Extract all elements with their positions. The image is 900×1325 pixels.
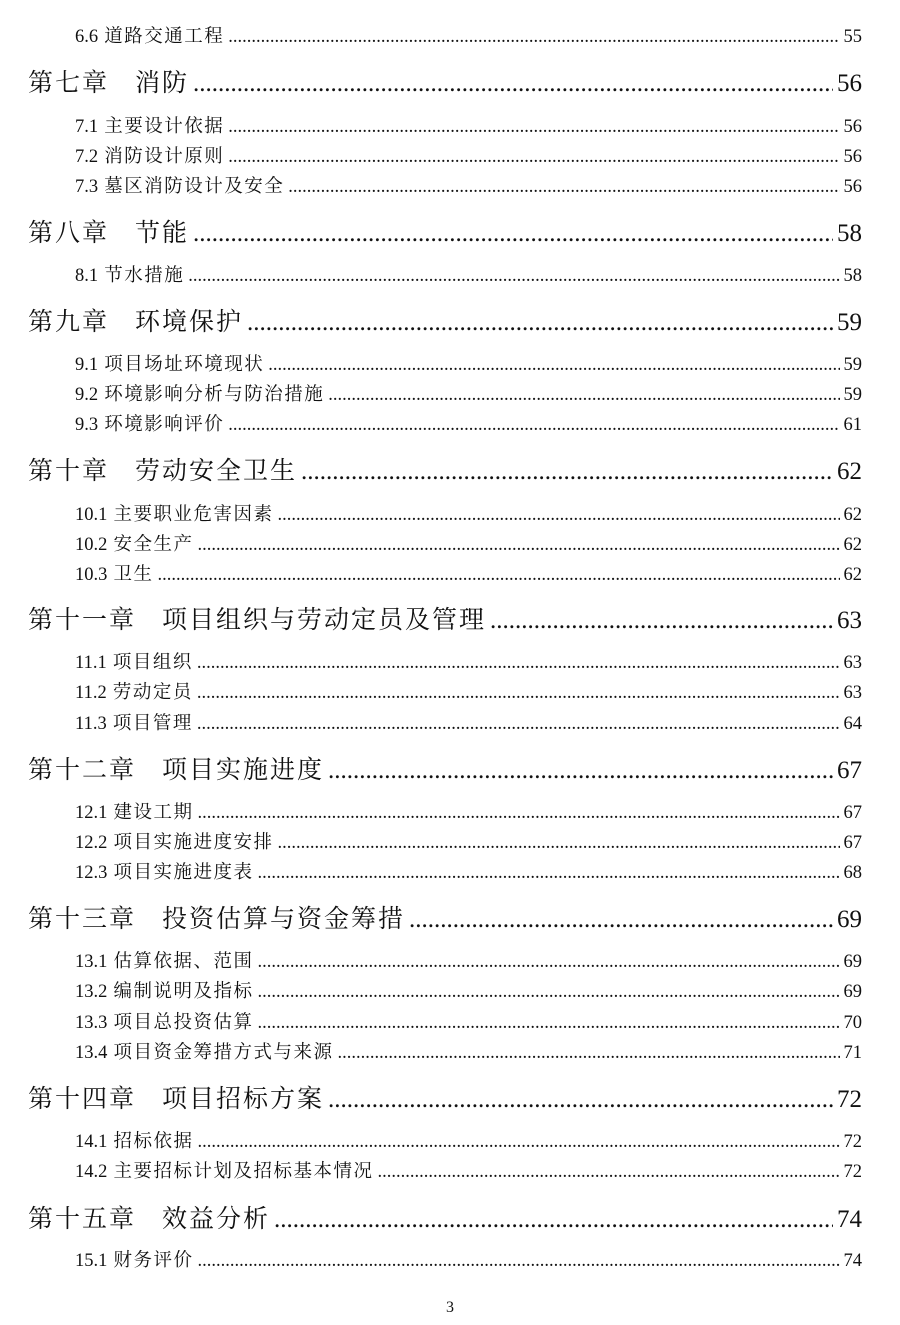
toc-entry-label: 12.1 建设工期: [75, 803, 194, 823]
toc-entry-12-1[interactable]: [75, 798, 862, 824]
toc-page-number: 69: [843, 982, 862, 1002]
toc-chapter-12[interactable]: [28, 750, 862, 786]
leader-dots: [247, 309, 833, 337]
toc-entry-label: 9.3 环境影响评价: [75, 415, 225, 435]
toc-entry-label: 14.2 主要招标计划及招标基本情况: [75, 1162, 374, 1182]
leader-dots: [228, 147, 839, 168]
toc-entry-11-2[interactable]: [75, 678, 862, 704]
toc-entry-label: 12.3 项目实施进度表: [75, 863, 254, 883]
toc-chapter-14[interactable]: [28, 1079, 862, 1115]
toc-page-number: 74: [837, 1206, 862, 1233]
toc-entry-label: 6.6 道路交通工程: [75, 27, 225, 47]
toc-entry-label: 9.1 项目场址环境现状: [75, 355, 265, 375]
toc-entry-7-1[interactable]: [75, 112, 862, 138]
toc-chapter-label: 第十一章 项目组织与劳动定员及管理: [28, 607, 487, 634]
toc-entry-label: 11.3 项目管理: [75, 714, 193, 734]
toc-entry-13-3[interactable]: [75, 1008, 862, 1034]
toc-entry-14-2[interactable]: [75, 1157, 862, 1183]
toc-page-number: 61: [843, 415, 862, 435]
toc-entry-6-6[interactable]: [75, 22, 862, 48]
toc-page-number: 72: [843, 1132, 862, 1152]
toc-page-number: 69: [837, 906, 862, 933]
toc-chapter-11[interactable]: [28, 600, 862, 636]
toc-chapter-label: 第八章 节能: [28, 220, 190, 247]
toc-page-number: 67: [837, 757, 862, 784]
toc-page-number: 59: [837, 309, 862, 336]
toc-entry-label: 13.2 编制说明及指标: [75, 982, 254, 1002]
toc-page-number: 56: [843, 117, 862, 137]
leader-dots: [198, 1132, 840, 1153]
toc-page-number: 55: [843, 27, 862, 47]
toc-entry-label: 15.1 财务评价: [75, 1251, 194, 1271]
toc-page-number: 56: [837, 70, 862, 97]
toc-page-number: 59: [843, 355, 862, 375]
leader-dots: [268, 355, 839, 376]
leader-dots: [278, 833, 840, 854]
toc-chapter-8[interactable]: [28, 213, 862, 249]
toc-chapter-9[interactable]: [28, 302, 862, 338]
toc-page-number: 63: [843, 683, 862, 703]
leader-dots: [378, 1162, 840, 1183]
leader-dots: [258, 952, 840, 973]
toc-chapter-label: 第七章 消防: [28, 70, 190, 97]
leader-dots: [198, 803, 840, 824]
toc-entry-label: 13.3 项目总投资估算: [75, 1013, 254, 1033]
toc-entry-label: 7.1 主要设计依据: [75, 117, 225, 137]
leader-dots: [193, 220, 833, 248]
toc-chapter-label: 第十四章 项目招标方案: [28, 1086, 325, 1113]
leader-dots: [228, 27, 839, 48]
leader-dots: [258, 1013, 840, 1034]
toc-page-number: 64: [843, 714, 862, 734]
leader-dots: [301, 458, 833, 486]
toc-entry-7-2[interactable]: [75, 142, 862, 168]
toc-entry-label: 10.3 卫生: [75, 565, 154, 585]
toc-page-number: 59: [843, 385, 862, 405]
toc-entry-10-3[interactable]: [75, 560, 862, 586]
toc-entry-9-3[interactable]: [75, 410, 862, 436]
toc-chapter-label: 第十三章 投资估算与资金筹措: [28, 906, 406, 933]
toc-page-number: 63: [843, 653, 862, 673]
leader-dots: [193, 70, 833, 98]
toc-chapter-10[interactable]: [28, 451, 862, 487]
leader-dots: [197, 683, 840, 704]
toc-entry-7-3[interactable]: [75, 172, 862, 198]
leader-dots: [197, 714, 840, 735]
leader-dots: [228, 415, 839, 436]
toc-entry-14-1[interactable]: [75, 1127, 862, 1153]
toc-entry-label: 11.2 劳动定员: [75, 683, 193, 703]
leader-dots: [258, 982, 840, 1003]
toc-page-number: 56: [843, 177, 862, 197]
leader-dots: [278, 505, 840, 526]
leader-dots: [328, 757, 833, 785]
toc-chapter-7[interactable]: [28, 63, 862, 99]
toc-chapter-13[interactable]: [28, 899, 862, 935]
toc-chapter-label: 第十二章 项目实施进度: [28, 757, 325, 784]
toc-entry-15-1[interactable]: [75, 1246, 862, 1272]
toc-entry-label: 7.2 消防设计原则: [75, 147, 225, 167]
toc-page-number: 56: [843, 147, 862, 167]
toc-page-number: 71: [843, 1043, 862, 1063]
toc-chapter-15[interactable]: [28, 1199, 862, 1235]
toc-entry-9-2[interactable]: [75, 380, 862, 406]
toc-entry-label: 7.3 墓区消防设计及安全: [75, 177, 285, 197]
toc-entry-8-1[interactable]: [75, 261, 862, 287]
toc-entry-9-1[interactable]: [75, 350, 862, 376]
toc-page-number: 74: [843, 1251, 862, 1271]
leader-dots: [198, 1251, 840, 1272]
toc-entry-11-3[interactable]: [75, 709, 862, 735]
toc-page-number: 62: [843, 565, 862, 585]
leader-dots: [409, 906, 833, 934]
toc-entry-13-2[interactable]: [75, 977, 862, 1003]
leader-dots: [338, 1043, 840, 1064]
leader-dots: [328, 385, 839, 406]
toc-entry-label: 14.1 招标依据: [75, 1132, 194, 1152]
leader-dots: [490, 607, 833, 635]
toc-entry-label: 8.1 节水措施: [75, 266, 185, 286]
leader-dots: [188, 266, 839, 287]
toc-entry-label: 10.2 安全生产: [75, 535, 194, 555]
toc-page-number: 67: [843, 833, 862, 853]
footer-page-number: 3: [446, 1299, 454, 1316]
toc-entry-label: 11.1 项目组织: [75, 653, 193, 673]
toc-page-number: 58: [843, 266, 862, 286]
toc-page-number: 58: [837, 220, 862, 247]
leader-dots: [198, 535, 840, 556]
toc-entry-label: 10.1 主要职业危害因素: [75, 505, 274, 525]
toc-page-number: 63: [837, 607, 862, 634]
toc-page-number: 72: [837, 1086, 862, 1113]
leader-dots: [274, 1206, 833, 1234]
toc-entry-13-4[interactable]: [75, 1038, 862, 1064]
leader-dots: [258, 863, 840, 884]
leader-dots: [158, 565, 840, 586]
toc-page-number: 68: [843, 863, 862, 883]
leader-dots: [288, 177, 839, 198]
toc-chapter-label: 第十章 劳动安全卫生: [28, 458, 298, 485]
toc-page-number: 67: [843, 803, 862, 823]
toc-page-number: 72: [843, 1162, 862, 1182]
toc-page-number: 69: [843, 952, 862, 972]
toc-entry-13-1[interactable]: [75, 947, 862, 973]
toc-entry-11-1[interactable]: [75, 648, 862, 674]
toc-entry-label: 12.2 项目实施进度安排: [75, 833, 274, 853]
toc-entry-10-1[interactable]: [75, 500, 862, 526]
toc-entry-12-3[interactable]: [75, 858, 862, 884]
toc-entry-label: 13.1 估算依据、范围: [75, 952, 254, 972]
toc-page-number: 62: [837, 458, 862, 485]
toc-page-number: 62: [843, 505, 862, 525]
toc-page-number: 62: [843, 535, 862, 555]
toc-page-number: 70: [843, 1013, 862, 1033]
leader-dots: [228, 117, 839, 138]
toc-entry-label: 9.2 环境影响分析与防治措施: [75, 385, 325, 405]
leader-dots: [197, 653, 840, 674]
leader-dots: [328, 1086, 833, 1114]
toc-entry-12-2[interactable]: [75, 828, 862, 854]
toc-entry-label: 13.4 项目资金筹措方式与来源: [75, 1043, 334, 1063]
toc-entry-10-2[interactable]: [75, 530, 862, 556]
toc-chapter-label: 第九章 环境保护: [28, 309, 244, 336]
toc-chapter-label: 第十五章 效益分析: [28, 1206, 271, 1233]
